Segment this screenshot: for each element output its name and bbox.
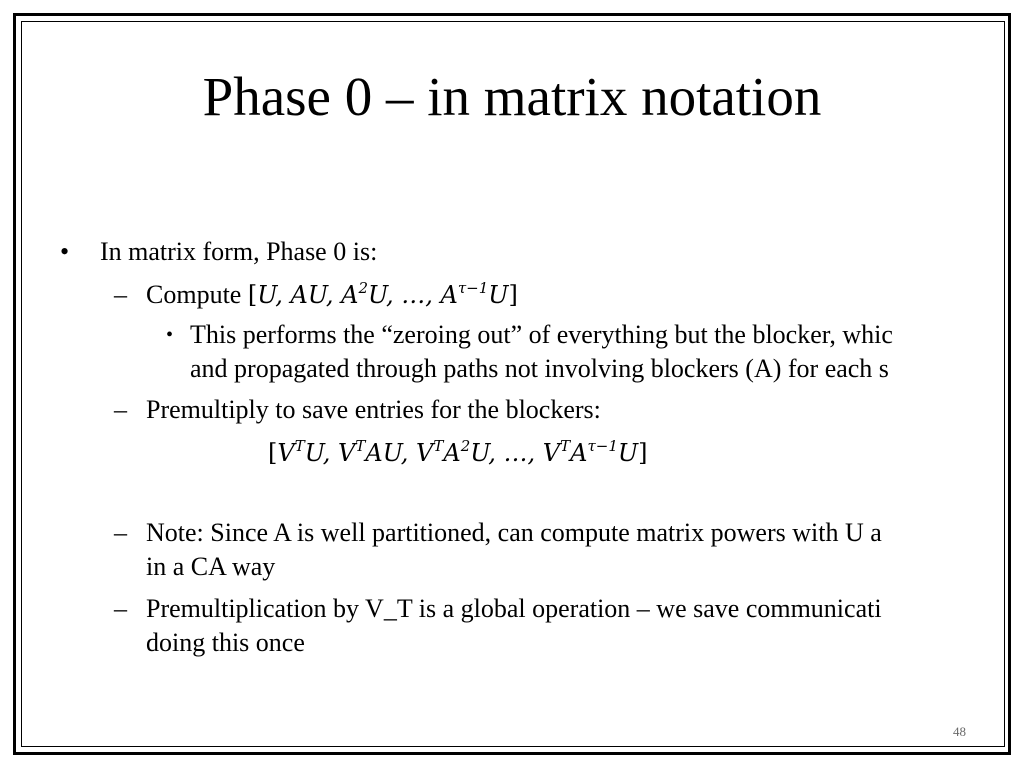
subbullet-text: Premultiply to save entries for the blockers: [146, 395, 601, 424]
subbullet-text: Premultiplication by V_T is a global operation – we save communicati [146, 594, 882, 623]
subbullet-text: Note: Since A is well partitioned, can compute matrix powers with U a [146, 518, 882, 547]
slide-title: Phase 0 – in matrix notation [202, 66, 822, 127]
subbullet-premultiplication-continued: doing this once [146, 628, 305, 657]
dash-marker: – [114, 280, 127, 309]
bullet-marker: • [60, 237, 70, 266]
subsubbullet-text: This performs the “zeroing out” of everything but the blocker, whic [190, 320, 893, 349]
page-number: 48 [953, 724, 966, 739]
dash-marker: – [114, 518, 127, 547]
bullet-text: In matrix form, Phase 0 is: [100, 237, 378, 266]
bullet-marker-small: • [166, 324, 174, 346]
dash-marker: – [114, 594, 127, 623]
dash-marker: – [114, 395, 127, 424]
subsubbullet-text-continued: and propagated through paths not involving blockers (A) for each s [190, 354, 889, 383]
subbullet-note-continued: in a CA way [146, 552, 276, 581]
equation-premultiplied-basis: [$V^TU$, $V^TAU$, $V^TA^2U$, …, $V^TA^{\tau-1}U$] [268, 437, 648, 467]
compute-label: Compute [146, 280, 248, 309]
subbullet-text [146, 278, 518, 312]
equation-krylov-basis: [U, AU, $A^2U$, …, $A^{\tau-1}U$] [247, 279, 518, 309]
